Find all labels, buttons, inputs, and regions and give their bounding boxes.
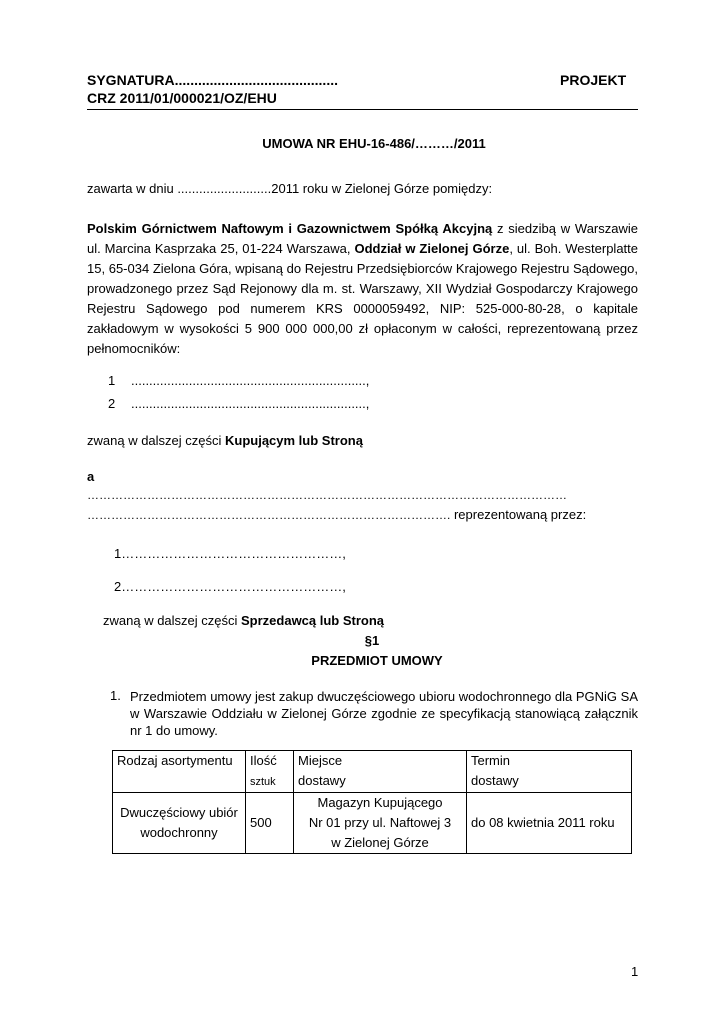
party2-dots: ………………………………………………………………………………. [87,508,451,522]
cell-term: do 08 kwietnia 2011 roku [467,793,632,854]
reference-number: CRZ 2011/01/000021/OZ/EHU [87,90,277,106]
seller-label: Sprzedawcą lub Stroną [241,613,385,628]
called-prefix: zwaną w dalszej części [103,613,241,628]
section-number: §1 [364,633,380,648]
party2-line1: ………………………………………………………………………………………………………… [87,488,567,502]
party1-rep-1 [108,373,370,388]
specification-table [112,750,632,854]
rep-number: 1 [108,373,116,388]
party1-paragraph [87,219,638,359]
rep-dots: ................................................................., [131,396,370,411]
section-title: PRZEDMIOT UMOWY [311,653,443,668]
table-row [113,793,632,854]
party1-name: Polskim Górnictwem Naftowym i Gazownictwem Spółką Akcyjną [87,221,493,236]
party2-called [103,613,384,628]
header-place: Miejsce dostawy [294,751,467,793]
conjunction: a [87,469,95,484]
intro-line: zawarta w dniu ..........................2011 roku w Zielonej Górze pomiędzy: [87,181,493,196]
party2-represented: reprezentowaną przez: [450,507,587,522]
cell-place: Magazyn Kupującego Nr 01 przy ul. Naftowej 3 w Zielonej Górze [294,793,467,854]
party1-branch: Oddział w Zielonej Górze [354,241,510,256]
rep-number: 2 [108,396,116,411]
party2-line2 [87,507,586,522]
cell-assortment: Dwuczęściowy ubiór wodochronny [113,793,246,854]
party2-rep-2: 2……………………………………………, [114,579,346,594]
party2-rep-1: 1……………………………………………, [114,546,346,561]
page-number: 1 [631,964,639,979]
called-prefix: zwaną w dalszej części [87,433,225,448]
header-assortment: Rodzaj asortymentu [113,751,246,793]
item-number: 1. [110,688,121,703]
signature-label: SYGNATURA.......................................... [87,72,338,88]
status-label: PROJEKT [560,72,627,88]
party1-rep-2 [108,396,370,411]
party1-text2: , ul. Boh. Westerplatte 15, 65-034 Zielona Góra, wpisaną do Rejestru Przedsiębiorców Krajowego Rejestru Sądowego, prowadzonego przez Sąd Rejonowy dla m. st. Warszawy, XII Wydział Gospodarczy Krajowego Rejestru Sądowego pod numerem KRS 0000059492, NIP: 525-000-80-28, o kapitale zakładowym w wysokości 5 900 000 000,00 zł opłaconym w całości, reprezentowaną przez pełnomocników: [87,241,638,356]
table-header-row [113,751,632,793]
party1-called [87,433,363,448]
item-text: Przedmiotem umowy jest zakup dwuczęściowego ubioru wodochronnego dla PGNiG SA w Warszawie Oddziału w Zielonej Górze zgodnie ze specyfikacją stanowiącą załącznik nr 1 do umowy. [130,689,638,738]
buyer-label: Kupującym lub Stroną [225,433,363,448]
cell-quantity: 500 [246,793,294,854]
header-term: Termin dostawy [467,751,632,793]
rep-dots: ................................................................., [131,373,370,388]
party1-text1: z siedzibą w Warszawie ul. Marcina Kasprzaka 25, 01-224 Warszawa, [87,221,638,256]
header-divider [87,109,638,110]
contract-title: UMOWA NR EHU-16-486/………/2011 [262,136,486,151]
header-quantity: Ilość sztuk [246,751,294,793]
